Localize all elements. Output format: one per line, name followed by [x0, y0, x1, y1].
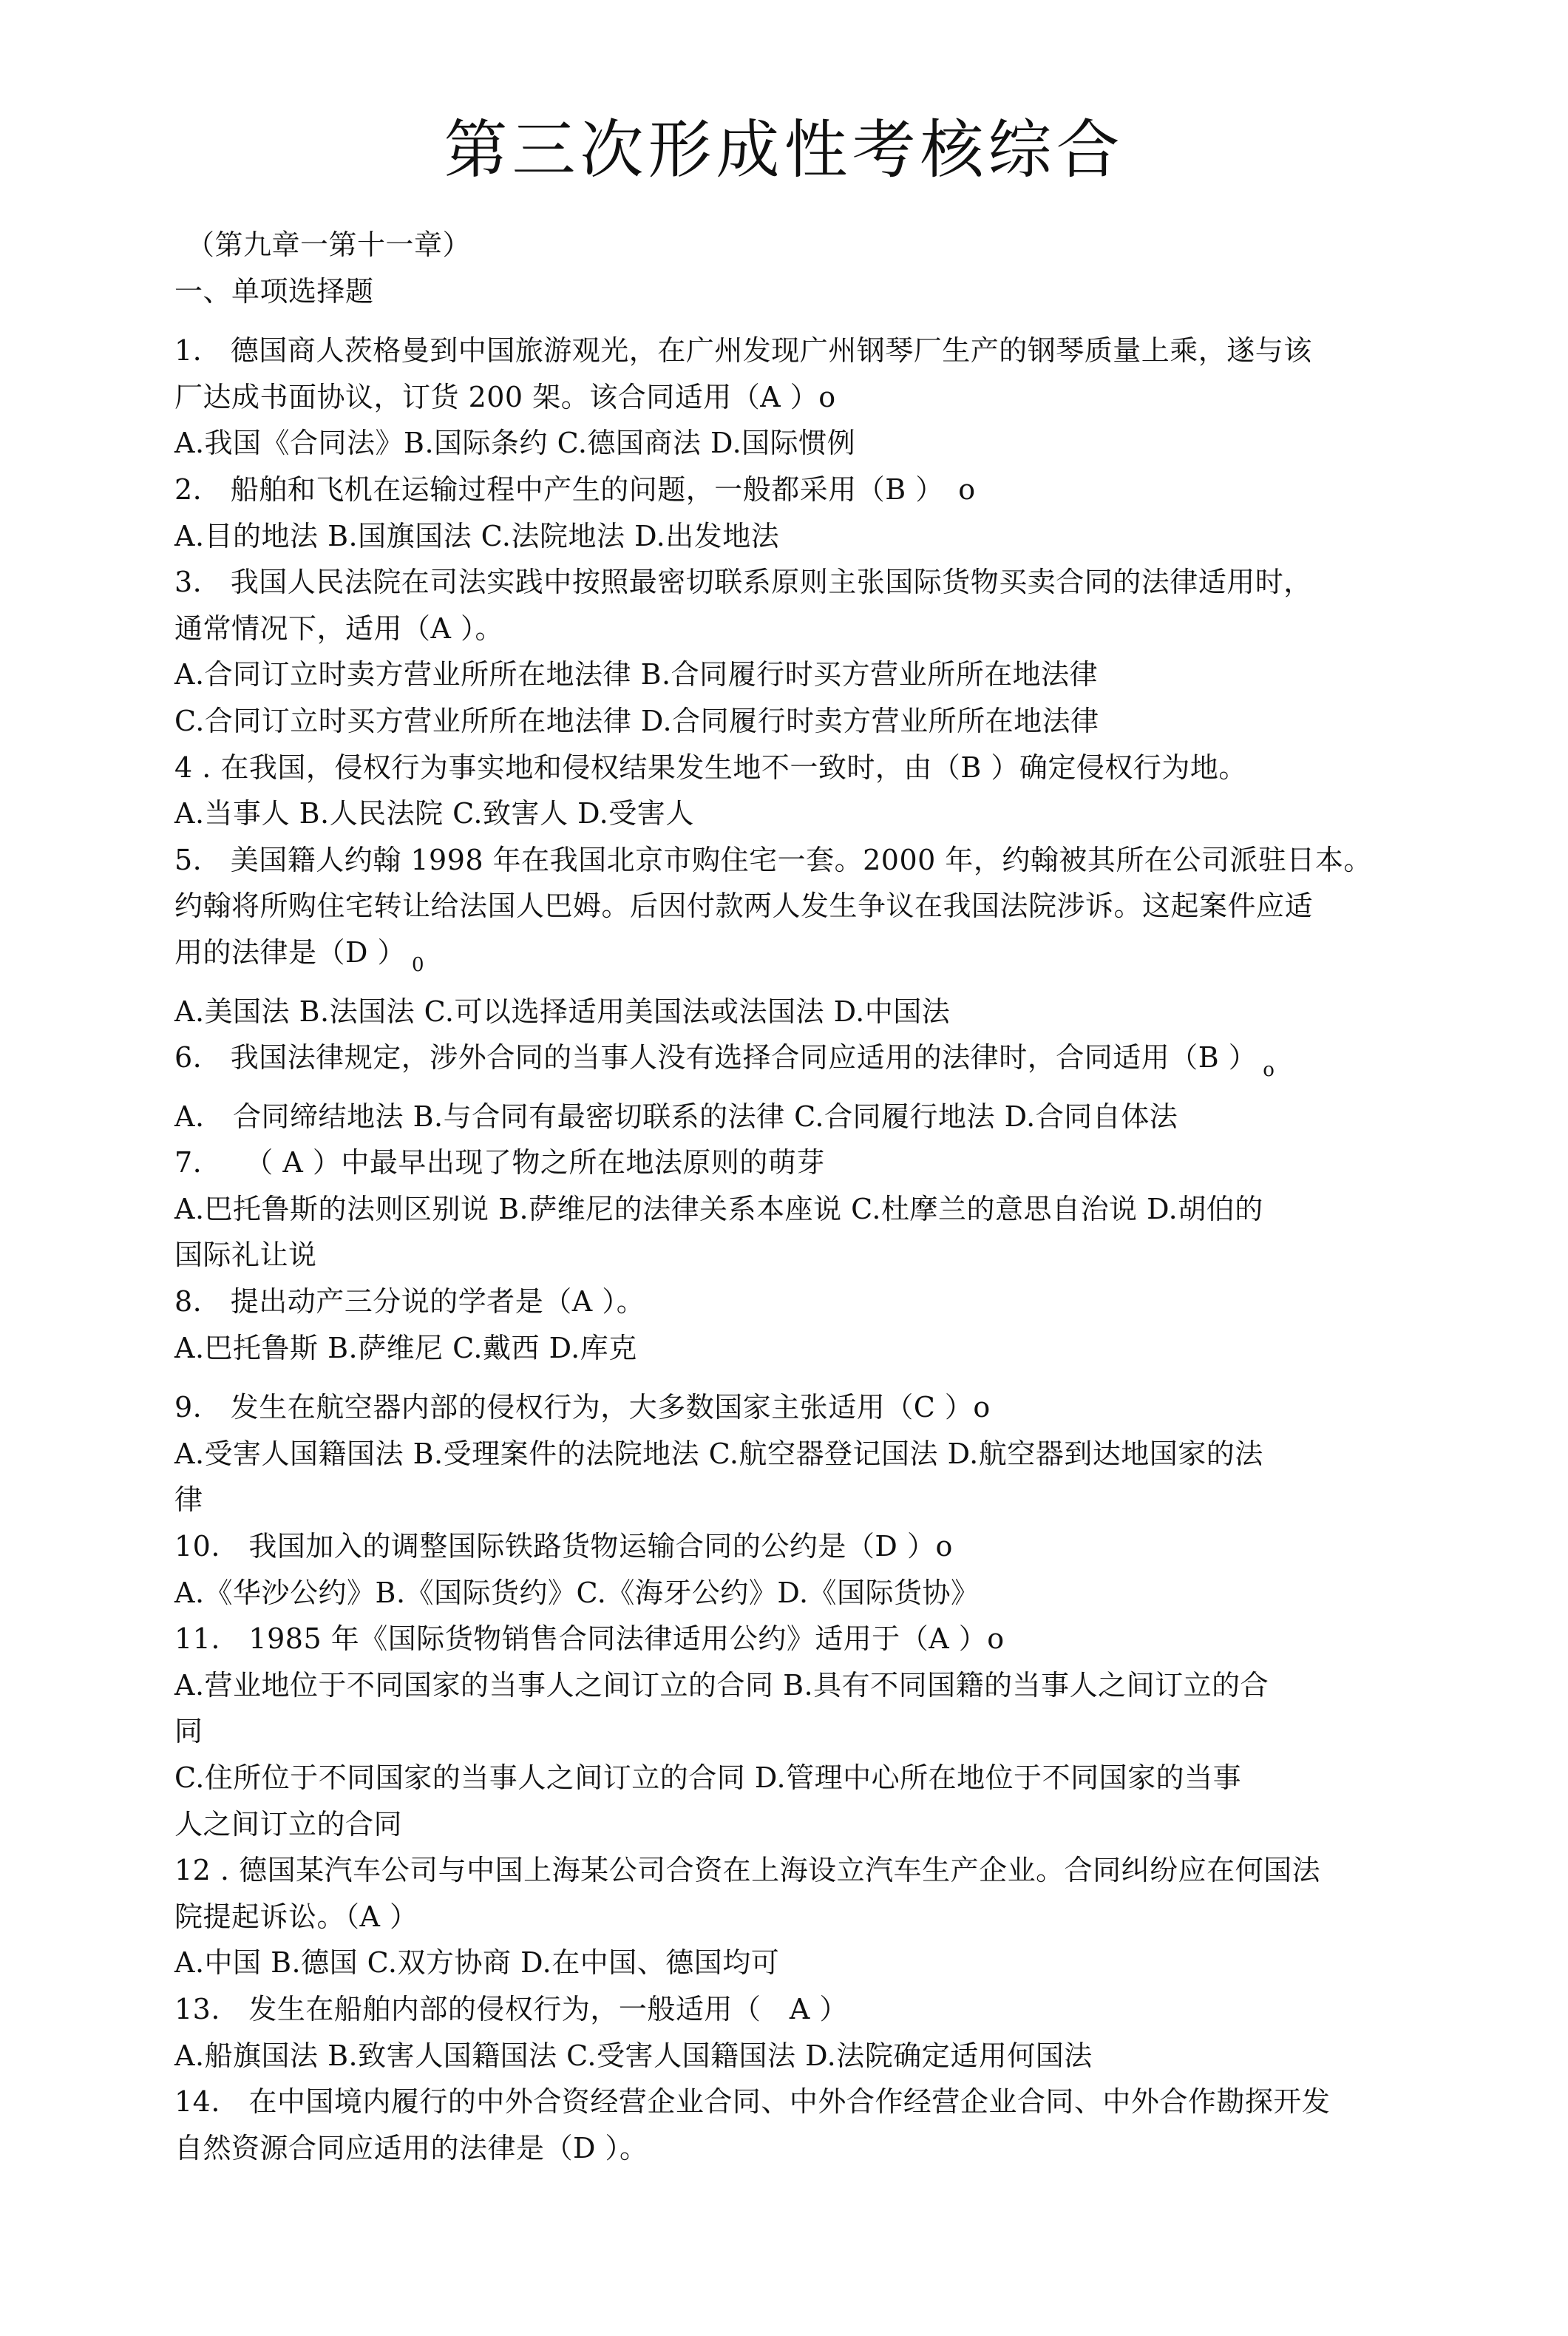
question-2: 2. 船舶和飞机在运输过程中产生的问题，一般都采用（B ） o	[174, 473, 976, 506]
question-9-options-2: 律	[174, 1483, 203, 1517]
question-1-line-2: 厂达成书面协议，订货 200 架。该合同适用（A ）o	[174, 380, 836, 413]
question-6	[174, 1035, 1372, 1094]
question-5-line-3	[174, 930, 1372, 989]
question-6-options: A. 合同缔结地法 B.与合同有最密切联系的法律 C.合同履行地法 D.合同自体法	[174, 1100, 1178, 1133]
question-6-text: 6. 我国法律规定，涉外合同的当事人没有选择合同应适用的法律时，合同适用（B ）	[174, 1041, 1258, 1074]
question-12-line-2: 院提起诉讼。（A ）	[174, 1900, 418, 1933]
chapter-range: （第九章一第十一章）	[186, 228, 472, 261]
question-5-line-2: 约翰将所购住宅转让给法国人巴姆。后因付款两人发生争议在我国法院涉诉。这起案件应适	[174, 890, 1314, 923]
question-3-options-2: C.合同订立时买方营业所所在地法律 D.合同履行时卖方营业所所在地法律	[174, 704, 1099, 737]
question-5-line-1: 5. 美国籍人约翰 1998 年在我国北京市购住宅一套。2000 年，约翰被其所在公司派驻日本。	[174, 843, 1372, 876]
question-2-options: A.目的地法 B.国旗国法 C.法院地法 D.出发地法	[174, 519, 780, 552]
question-11-options-3: C.住所位于不同国家的当事人之间订立的合同 D.管理中心所在地位于不同国家的当事	[174, 1761, 1242, 1794]
question-10: 10. 我国加入的调整国际铁路货物运输合同的公约是（D ）o	[174, 1530, 953, 1563]
question-14-line-1: 14. 在中国境内履行的中外合资经营企业合同、中外合作经营企业合同、中外合作勘探开发	[174, 2085, 1331, 2119]
question-3-line-2: 通常情况下，适用（A ）。	[174, 612, 504, 645]
question-11-options-1: A.营业地位于不同国家的当事人之间订立的合同 B.具有不同国籍的当事人之间订立的合	[174, 1668, 1269, 1702]
question-12-options: A.中国 B.德国 C.双方协商 D.在中国、德国均可	[174, 1946, 780, 1980]
question-5-options: A.美国法 B.法国法 C.可以选择适用美国法或法国法 D.中国法	[174, 995, 951, 1028]
question-4-options: A.当事人 B.人民法院 C.致害人 D.受害人	[174, 797, 694, 830]
question-3-options-1: A.合同订立时卖方营业所所在地法律 B.合同履行时买方营业所所在地法律	[174, 658, 1099, 691]
question-5-text: 用的法律是（D ）	[174, 935, 407, 969]
question-9-options-1: A.受害人国籍国法 B.受理案件的法院地法 C.航空器登记国法 D.航空器到达地国家的法	[174, 1437, 1263, 1470]
document-body	[174, 222, 1372, 2171]
question-1-line-1: 1. 德国商人茨格曼到中国旅游观光，在广州发现广州钢琴厂生产的钢琴质量上乘，遂与该	[174, 334, 1312, 368]
question-7-options-1: A.巴托鲁斯的法则区别说 B.萨维尼的法律关系本座说 C.杜摩兰的意思自治说 D.胡伯的	[174, 1192, 1263, 1225]
question-8: 8. 提出动产三分说的学者是（A ）。	[174, 1285, 645, 1318]
question-6-mark: o	[1263, 1059, 1275, 1082]
question-11-options-4: 人之间订立的合同	[174, 1807, 403, 1841]
question-8-options: A.巴托鲁斯 B.萨维尼 C.戴西 D.库克	[174, 1331, 637, 1364]
question-3-line-1: 3. 我国人民法院在司法实践中按照最密切联系原则主张国际货物买卖合同的法律适用时，	[174, 566, 1312, 599]
question-1-options: A.我国《合同法》B.国际条约 C.德国商法 D.国际惯例	[174, 427, 856, 460]
question-5-mark: 0	[412, 953, 425, 976]
question-14-line-2: 自然资源合同应适用的法律是（D ）。	[174, 2131, 648, 2164]
question-7-options-2: 国际礼让说	[174, 1239, 317, 1272]
question-7: 7. （ A ）中最早出现了物之所在地法原则的萌芽	[174, 1146, 825, 1179]
question-11: 11. 1985 年《国际货物销售合同法律适用公约》适用于（A ）o	[174, 1622, 1005, 1656]
question-4: 4 . 在我国，侵权行为事实地和侵权结果发生地不一致时，由（B ）确定侵权行为地。	[174, 751, 1247, 784]
page-title: 第三次形成性考核综合	[444, 113, 1124, 187]
question-13-options: A.船旗国法 B.致害人国籍国法 C.受害人国籍国法 D.法院确定适用何国法	[174, 2039, 1093, 2072]
question-9: 9. 发生在航空器内部的侵权行为，大多数国家主张适用（C ）o	[174, 1391, 991, 1424]
section-heading: 一、单项选择题	[174, 274, 374, 308]
question-13: 13. 发生在船舶内部的侵权行为，一般适用（ A ）	[174, 1992, 848, 2025]
question-10-options: A.《华沙公约》B.《国际货约》C.《海牙公约》D.《国际货协》	[174, 1576, 980, 1609]
question-11-options-2: 同	[174, 1715, 203, 1748]
question-12-line-1: 12 . 德国某汽车公司与中国上海某公司合资在上海设立汽车生产企业。合同纠纷应在何国法	[174, 1854, 1321, 1887]
